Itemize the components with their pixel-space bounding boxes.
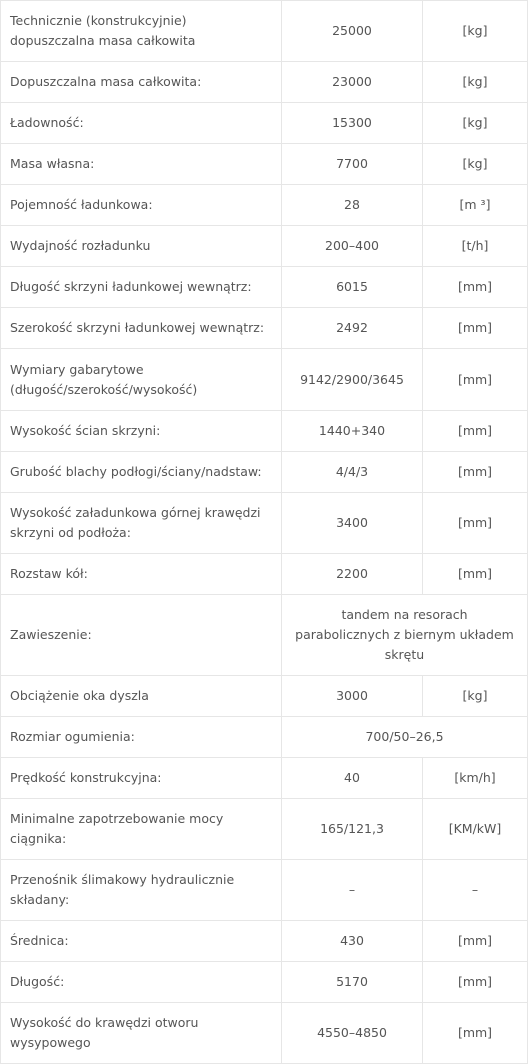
spec-unit: – <box>423 860 528 921</box>
spec-value: 5170 <box>282 962 423 1003</box>
spec-label: Ładowność: <box>1 103 282 144</box>
spec-value: 4550–4850 <box>282 1003 423 1064</box>
spec-row <box>1 226 528 267</box>
spec-label: Wysokość ścian skrzyni: <box>1 411 282 452</box>
spec-value: 3000 <box>282 676 423 717</box>
spec-label: Długość skrzyni ładunkowej wewnątrz: <box>1 267 282 308</box>
spec-value: 1440+340 <box>282 411 423 452</box>
spec-row <box>1 308 528 349</box>
spec-value: 6015 <box>282 267 423 308</box>
spec-row <box>1 554 528 595</box>
spec-label: Obciążenie oka dyszla <box>1 676 282 717</box>
spec-label: Technicznie (konstrukcyjnie) dopuszczalna masa całkowita <box>1 1 282 62</box>
spec-unit: [KM/kW] <box>423 799 528 860</box>
spec-row <box>1 411 528 452</box>
spec-row <box>1 144 528 185</box>
spec-row <box>1 493 528 554</box>
spec-label: Wymiary gabarytowe (długość/szerokość/wysokość) <box>1 349 282 411</box>
spec-row <box>1 267 528 308</box>
spec-unit: [m ³] <box>423 185 528 226</box>
spec-row <box>1 717 528 758</box>
spec-unit: [mm] <box>423 554 528 595</box>
spec-label: Zawieszenie: <box>1 595 282 676</box>
spec-unit: [mm] <box>423 493 528 554</box>
spec-value: 23000 <box>282 62 423 103</box>
spec-label: Rozmiar ogumienia: <box>1 717 282 758</box>
spec-value: 25000 <box>282 1 423 62</box>
spec-value: 15300 <box>282 103 423 144</box>
spec-value: 430 <box>282 921 423 962</box>
spec-label: Wydajność rozładunku <box>1 226 282 267</box>
spec-row <box>1 676 528 717</box>
spec-row <box>1 349 528 411</box>
spec-value: tandem na resorach parabolicznych z biernym układem skrętu <box>282 595 528 676</box>
spec-value: 2200 <box>282 554 423 595</box>
spec-unit: [mm] <box>423 921 528 962</box>
spec-value: 7700 <box>282 144 423 185</box>
spec-value: 2492 <box>282 308 423 349</box>
spec-row <box>1 921 528 962</box>
spec-unit: [mm] <box>423 349 528 411</box>
spec-row <box>1 103 528 144</box>
spec-value: 28 <box>282 185 423 226</box>
spec-unit: [kg] <box>423 676 528 717</box>
spec-value: 200–400 <box>282 226 423 267</box>
spec-label: Przenośnik ślimakowy hydraulicznie składany: <box>1 860 282 921</box>
spec-unit: [mm] <box>423 411 528 452</box>
spec-row <box>1 185 528 226</box>
spec-unit: [kg] <box>423 1 528 62</box>
spec-label: Masa własna: <box>1 144 282 185</box>
spec-value: – <box>282 860 423 921</box>
spec-value: 165/121,3 <box>282 799 423 860</box>
spec-value: 700/50–26,5 <box>282 717 528 758</box>
spec-label: Wysokość do krawędzi otworu wysypowego <box>1 1003 282 1064</box>
spec-row <box>1 1003 528 1064</box>
spec-value: 3400 <box>282 493 423 554</box>
spec-label: Pojemność ładunkowa: <box>1 185 282 226</box>
spec-label: Dopuszczalna masa całkowita: <box>1 62 282 103</box>
spec-label: Prędkość konstrukcyjna: <box>1 758 282 799</box>
spec-unit: [mm] <box>423 267 528 308</box>
spec-row <box>1 962 528 1003</box>
spec-row <box>1 452 528 493</box>
spec-row <box>1 758 528 799</box>
spec-label: Wysokość załadunkowa górnej krawędzi skrzyni od podłoża: <box>1 493 282 554</box>
spec-unit: [kg] <box>423 144 528 185</box>
spec-row <box>1 595 528 676</box>
spec-label: Szerokość skrzyni ładunkowej wewnątrz: <box>1 308 282 349</box>
spec-unit: [km/h] <box>423 758 528 799</box>
spec-value: 40 <box>282 758 423 799</box>
spec-value: 9142/2900/3645 <box>282 349 423 411</box>
spec-unit: [kg] <box>423 103 528 144</box>
spec-label: Średnica: <box>1 921 282 962</box>
spec-unit: [kg] <box>423 62 528 103</box>
spec-label: Długość: <box>1 962 282 1003</box>
spec-row <box>1 1 528 62</box>
spec-row <box>1 860 528 921</box>
spec-unit: [t/h] <box>423 226 528 267</box>
spec-unit: [mm] <box>423 1003 528 1064</box>
spec-unit: [mm] <box>423 308 528 349</box>
spec-label: Rozstaw kół: <box>1 554 282 595</box>
spec-label: Minimalne zapotrzebowanie mocy ciągnika: <box>1 799 282 860</box>
spec-row <box>1 799 528 860</box>
spec-row <box>1 62 528 103</box>
spec-unit: [mm] <box>423 452 528 493</box>
spec-value: 4/4/3 <box>282 452 423 493</box>
spec-label: Grubość blachy podłogi/ściany/nadstaw: <box>1 452 282 493</box>
specification-table-body <box>1 1 528 1064</box>
spec-unit: [mm] <box>423 962 528 1003</box>
